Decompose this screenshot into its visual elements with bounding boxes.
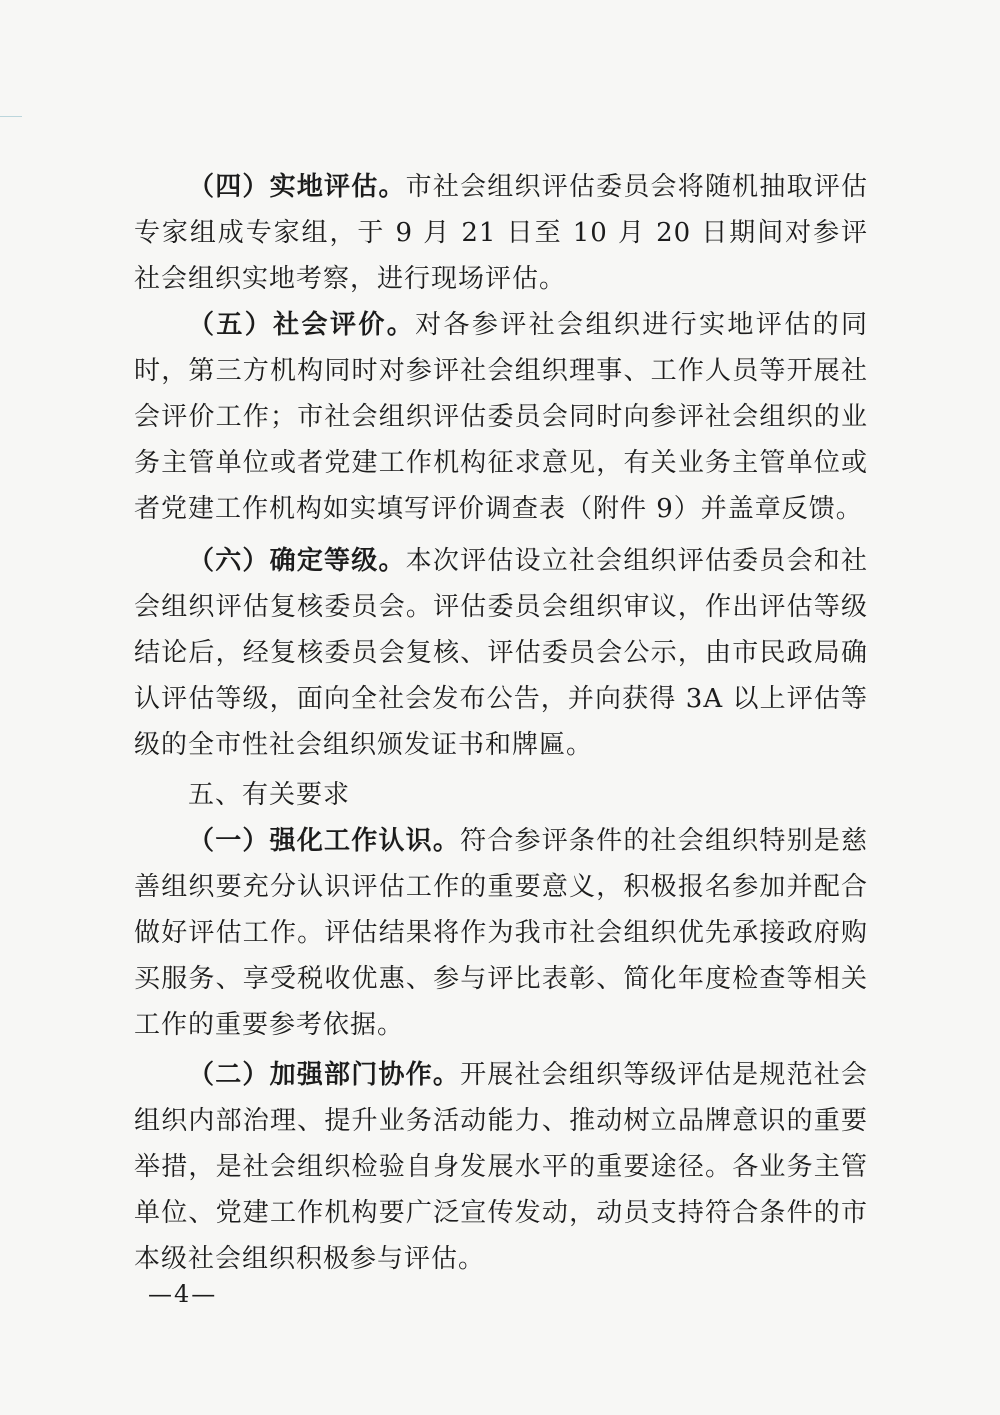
paragraph-heading: （二）加强部门协作。 (188, 1060, 461, 1090)
paragraph-heading: （六）确定等级。 (188, 546, 406, 576)
paragraph-heading: （五）社会评价。 (188, 310, 416, 340)
paragraph-body: 开展社会组织等级评估是规范社会组织内部治理、提升业务活动能力、推动树立品牌意识的重要举措，是社会组织检验自身发展水平的重要途径。各业务主管单位、党建工作机构要广泛宣传发动，动员支持符合条件的市本级社会组织积极参与评估。 (134, 1060, 868, 1274)
paragraph-strengthen-awareness (134, 818, 868, 1048)
paragraph-heading: （一）强化工作认识。 (188, 826, 461, 856)
paragraph-body: 市社会组织评估委员会将随机抽取评估专家组成专家组，于 9 月 21 日至 10 月 20 日期间对参评社会组织实地考察，进行现场评估。 (134, 172, 868, 294)
paragraph-site-evaluation (134, 164, 868, 302)
paragraph-department-cooperation (134, 1052, 868, 1282)
section-title: 五、有关要求 (188, 780, 351, 810)
page-number: —4— (148, 1280, 218, 1308)
scan-edge-line (0, 116, 22, 117)
paragraph-body: 本次评估设立社会组织评估委员会和社会组织评估复核委员会。评估委员会组织审议，作出评估等级结论后，经复核委员会复核、评估委员会公示，由市民政局确认评估等级，面向全社会发布公告，并向获得 3A 以上评估等级的全市性社会组织颁发证书和牌匾。 (134, 546, 868, 760)
paragraph-determine-grade (134, 538, 868, 768)
paragraph-body: 符合参评条件的社会组织特别是慈善组织要充分认识评估工作的重要意义，积极报名参加并配合做好评估工作。评估结果将作为我市社会组织优先承接政府购买服务、享受税收优惠、参与评比表彰、简化年度检查等相关工作的重要参考依据。 (134, 826, 868, 1040)
paragraph-social-evaluation (134, 302, 868, 532)
paragraph-heading: （四）实地评估。 (188, 172, 406, 202)
paragraph-body: 对各参评社会组织进行实地评估的同时，第三方机构同时对参评社会组织理事、工作人员等开展社会评价工作；市社会组织评估委员会同时向参评社会组织的业务主管单位或者党建工作机构征求意见，有关业务主管单位或者党建工作机构如实填写评价调查表（附件 9）并盖章反馈。 (134, 310, 868, 524)
